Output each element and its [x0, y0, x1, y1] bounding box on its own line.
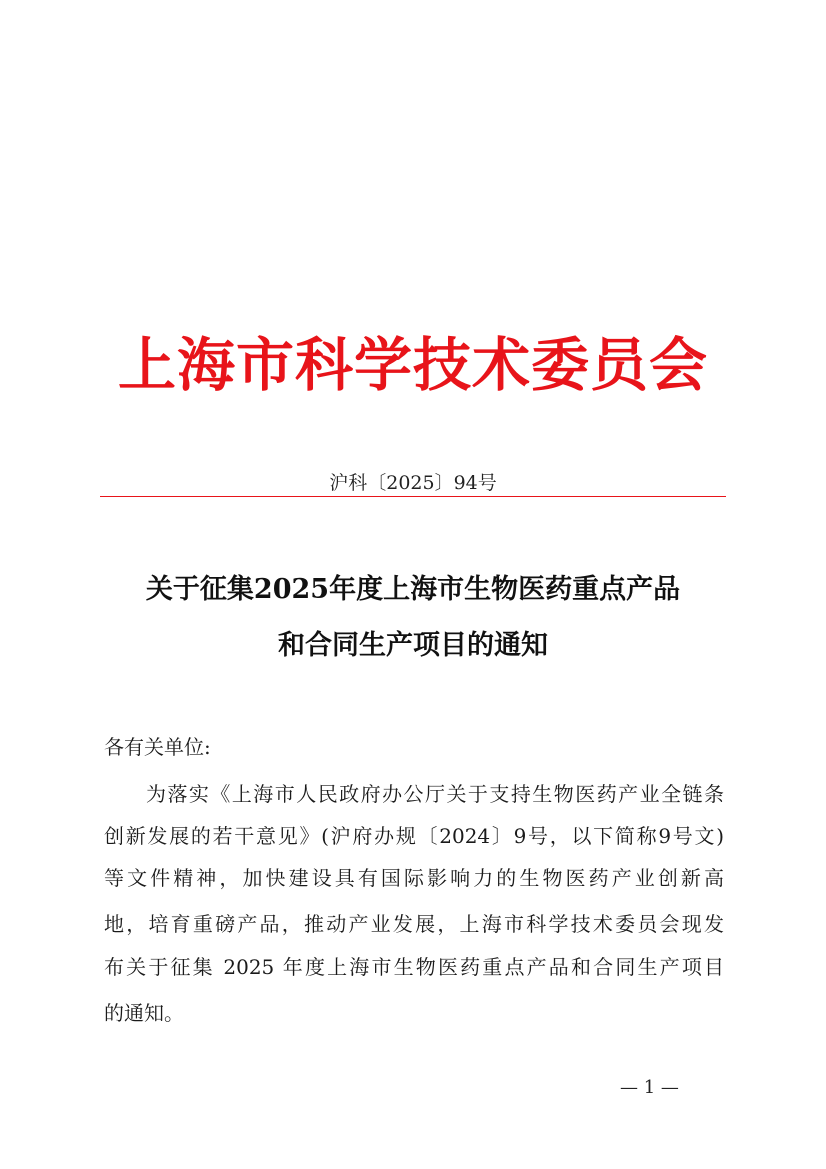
body-line: 创新发展的若干意见》(沪府办规〔2024〕9号，以下简称9号文) — [104, 824, 724, 848]
notice-title-line-1: 关于征集2025年度上海市生物医药重点产品 — [145, 574, 681, 605]
agency-title: 上海市科学技术委员会 — [117, 331, 708, 399]
document-number: 沪科〔2025〕94号 — [329, 472, 497, 494]
body-line: 布关于征集 2025 年度上海市生物医药重点产品和合同生产项目 — [104, 955, 724, 979]
notice-title-line-2: 和合同生产项目的通知 — [278, 630, 548, 661]
red-divider — [100, 496, 726, 497]
salutation: 各有关单位: — [104, 735, 211, 759]
page-number: — 1 — — [620, 1077, 679, 1098]
body-line: 的通知。 — [104, 1001, 184, 1025]
body-line: 地，培育重磅产品，推动产业发展，上海市科学技术委员会现发 — [104, 912, 724, 936]
body-line: 为落实《上海市人民政府办公厅关于支持生物医药产业全链条 — [146, 782, 724, 806]
body-line: 等文件精神，加快建设具有国际影响力的生物医药产业创新高 — [104, 866, 724, 890]
